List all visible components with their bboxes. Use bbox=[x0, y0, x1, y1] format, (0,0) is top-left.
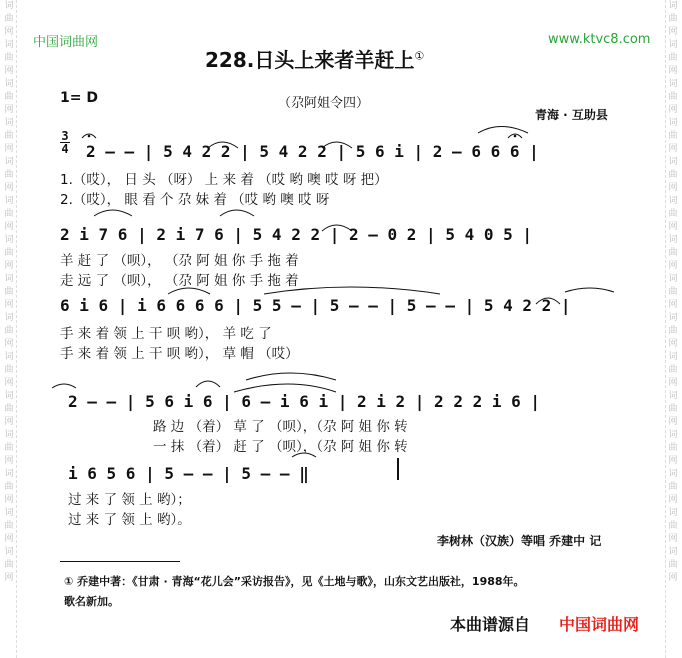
lyric-line-1-2: 2.（哎）， 眼 看 个 尕 妹 着 （哎 哟 噢 哎 呀 bbox=[60, 192, 330, 208]
region-label: 青海 · 互助县 bbox=[535, 108, 608, 122]
slur-6 bbox=[220, 210, 254, 216]
slur-14 bbox=[234, 384, 336, 392]
fermata-dot-1 bbox=[88, 135, 91, 138]
time-signature bbox=[60, 130, 70, 155]
footnote-divider bbox=[60, 561, 180, 562]
slur-3 bbox=[478, 127, 528, 134]
source-site-link[interactable]: 中国词曲网 bbox=[559, 615, 640, 634]
fermata-arc-2 bbox=[508, 134, 522, 138]
title-footnote-mark: ① bbox=[414, 49, 425, 63]
lyric-line-5-2: 过 来 了 领 上 哟）。 bbox=[68, 512, 191, 528]
performer-credit: 李树林（汉族）等唱 乔建中 记 bbox=[437, 534, 602, 548]
lyric-line-5-1: 过 来 了 领 上 哟）； bbox=[68, 492, 191, 508]
footnote-line-1: ① 乔建中著：《甘肃 · 青海“花儿会”采访报告》，见《土地与歌》，山东文艺出版社，1988年。 bbox=[64, 575, 525, 588]
site-watermark-left: 中国词曲网 bbox=[33, 35, 99, 50]
notation-system-2: 2 i 7 6 | 2 i 7 6 | 5 4 2 2 | 2 — 0 2 | 5 4 0 5 | bbox=[60, 225, 533, 244]
notation-system-3: 6 i 6 | i 6 6 6 6 | 5 5 — | 5 — — | 5 — — | 5 4 2 2 | bbox=[60, 296, 571, 315]
site-url-watermark: www.ktvc8.com bbox=[548, 32, 651, 47]
song-subtitle: （尕阿姐令四） bbox=[278, 96, 370, 111]
slur-11 bbox=[52, 384, 76, 388]
time-signature-bottom: 4 bbox=[61, 142, 69, 156]
footnote-line-2: 歌名新加。 bbox=[64, 595, 119, 608]
key-signature: 1= D bbox=[60, 90, 98, 106]
notation-system-1: 2 — — | 5 4 2 2 | 5 4 2 2 | 5 6 i | 2 — 6 6 6 | bbox=[86, 142, 539, 161]
lyric-line-3-1: 手 来 着 领 上 干 呗 哟）， 羊 吃 了 bbox=[60, 326, 272, 342]
fermata-dot-2 bbox=[514, 135, 517, 138]
slur-12 bbox=[196, 381, 220, 387]
slur-10 bbox=[565, 288, 614, 292]
lyric-line-4-2: 一 抹 （着） 赶 了 （呗），（尕 阿 姐 你 转 bbox=[153, 439, 408, 455]
lyric-line-2-1: 羊 赶 了 （呗）， （尕 阿 姐 你 手 拖 着 bbox=[60, 253, 299, 269]
source-label: 本曲谱源自 bbox=[450, 615, 531, 634]
time-signature-top: 3 bbox=[61, 129, 69, 143]
side-watermark-right: 词曲网词曲网词曲网词曲网词曲网词曲网词曲网词曲网词曲网词曲网词曲网词曲网词曲网词曲网词曲网 bbox=[665, 0, 680, 658]
song-title-text: 228.日头上来者羊赶上 bbox=[205, 48, 415, 72]
song-title bbox=[205, 44, 424, 73]
slur-4 bbox=[94, 210, 132, 216]
lyric-line-4-1: 路 边 （着） 草 了 （呗），（尕 阿 姐 你 转 bbox=[153, 419, 408, 435]
notation-system-5: i 6 5 6 | 5 — — | 5 — — ‖ bbox=[68, 464, 309, 483]
lyric-line-1-1: 1.（哎）， 日 头 （呀） 上 来 着 （哎 哟 噢 哎 呀 把） bbox=[60, 172, 388, 188]
lyric-line-2-2: 走 远 了 （呗）， （尕 阿 姐 你 手 拖 着 bbox=[60, 273, 299, 289]
fermata-arc-1 bbox=[82, 134, 96, 138]
final-barline-thick bbox=[397, 458, 399, 480]
lyric-line-3-2: 手 来 着 领 上 干 呗 哟）， 草 帽 （哎） bbox=[60, 346, 299, 362]
notation-system-4: 2 — — | 5 6 i 6 | 6 — i 6 i | 2 i 2 | 2 2 2 i 6 | bbox=[68, 392, 541, 411]
slur-13 bbox=[246, 373, 336, 380]
side-watermark-left: 词曲网词曲网词曲网词曲网词曲网词曲网词曲网词曲网词曲网词曲网词曲网词曲网词曲网词曲网词曲网 bbox=[2, 0, 17, 658]
